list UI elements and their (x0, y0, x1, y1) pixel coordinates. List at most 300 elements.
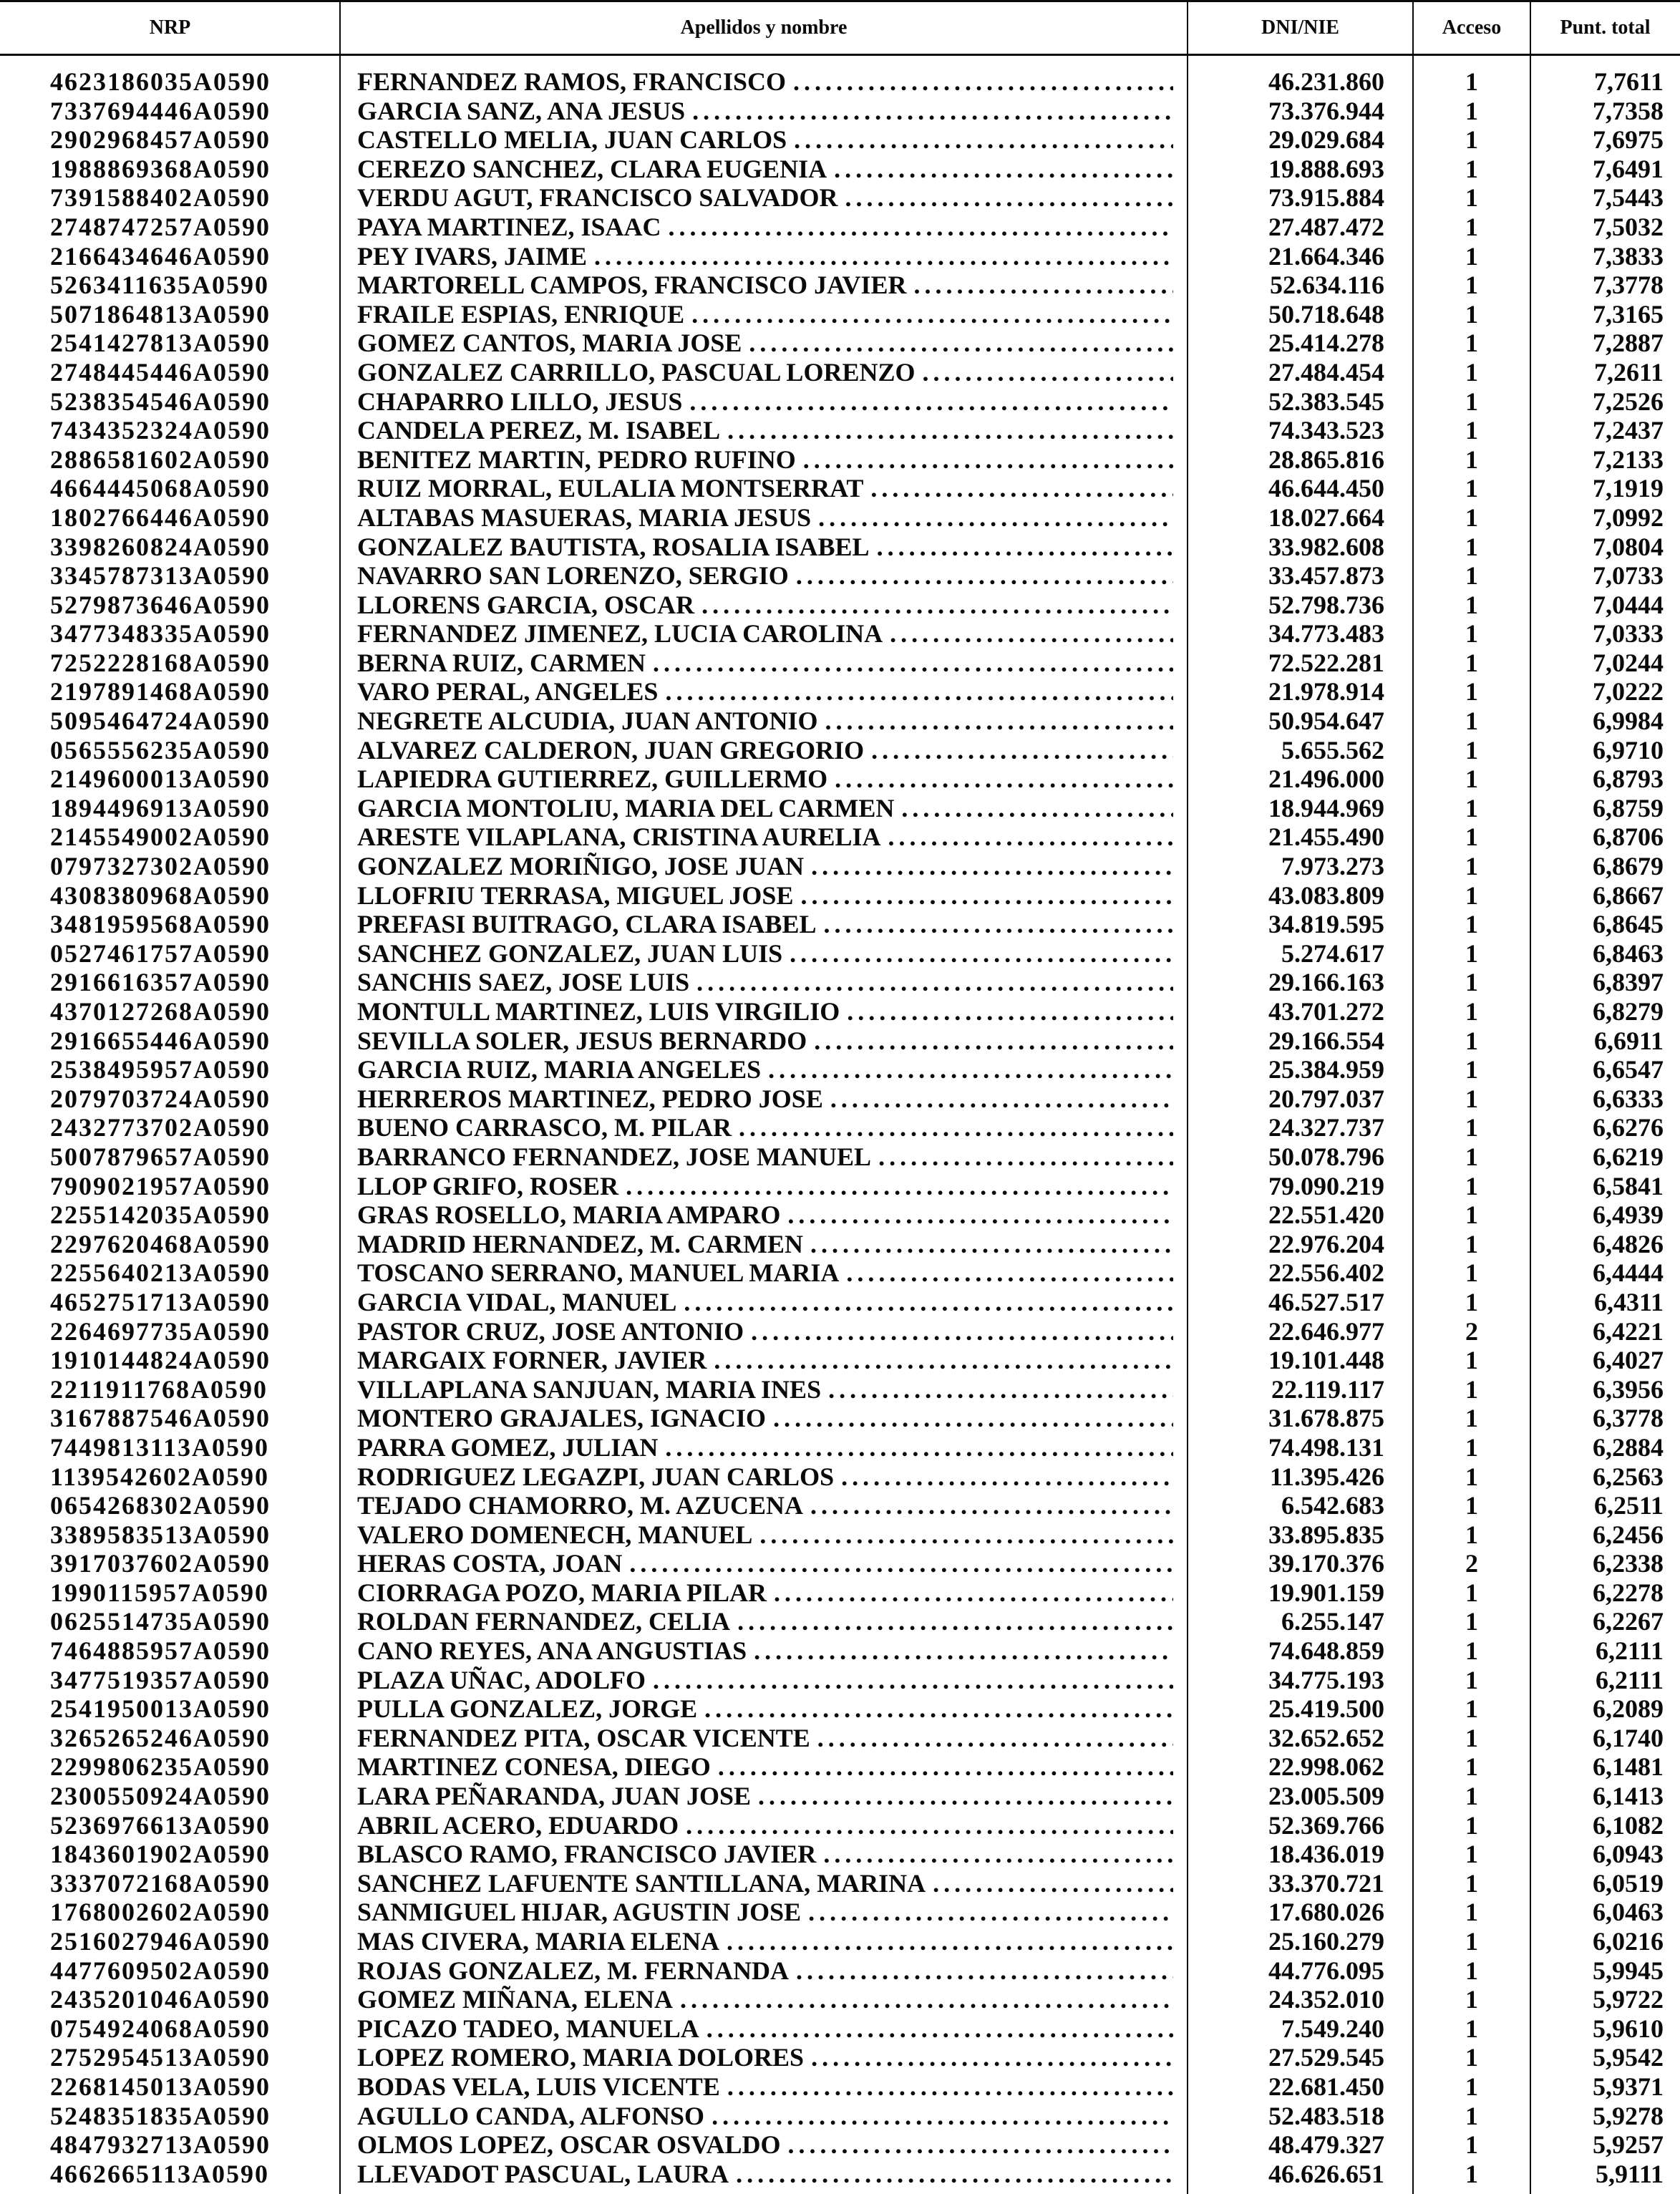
candidate-name: NAVARRO SAN LORENZO, SERGIO (357, 561, 789, 591)
table-row (0, 271, 1680, 300)
acceso-cell: 1 (1465, 619, 1478, 649)
dot-leader (811, 852, 1173, 881)
dot-leader (751, 1317, 1173, 1346)
acceso-cell: 1 (1465, 1927, 1478, 1956)
table-row (0, 1724, 1680, 1753)
name-cell (340, 97, 1188, 126)
punt-cell: 7,0244 (1593, 648, 1664, 677)
punt-cell: 6,8667 (1593, 880, 1664, 910)
punt-cell: 7,2526 (1593, 387, 1664, 416)
dot-leader (665, 677, 1173, 707)
dni-cell: 27.484.454 (1268, 357, 1384, 387)
punt-cell: 7,2437 (1593, 416, 1664, 445)
acceso-cell: 1 (1465, 1491, 1478, 1520)
table-row (0, 1666, 1680, 1695)
table-row (0, 2130, 1680, 2160)
acceso-cell: 1 (1465, 125, 1478, 155)
table-row (0, 416, 1680, 445)
dni-cell: 27.529.545 (1268, 2043, 1384, 2072)
column-header-punt: Punt. total (1560, 16, 1651, 39)
dot-leader (870, 474, 1173, 503)
nrp-cell: 2300550924A0590 (50, 1782, 271, 1811)
punt-cell: 6,8279 (1593, 997, 1664, 1026)
column-divider (339, 2, 341, 2194)
acceso-cell: 1 (1465, 2072, 1478, 2101)
candidate-name: GOMEZ MIÑANA, ELENA (357, 1985, 674, 2014)
acceso-cell: 1 (1465, 910, 1478, 939)
name-cell (340, 1288, 1188, 1317)
dni-cell: 17.680.026 (1268, 1898, 1384, 1927)
column-header-name: Apellidos y nombre (680, 16, 848, 39)
table-body (0, 56, 1680, 2192)
name-cell (340, 1724, 1188, 1753)
punt-cell: 6,2511 (1593, 1491, 1664, 1520)
name-cell (340, 1956, 1188, 1986)
punt-cell: 6,0216 (1593, 1927, 1664, 1956)
name-cell (340, 300, 1188, 329)
nrp-cell: 2538495957A0590 (50, 1055, 271, 1084)
nrp-cell: 3477348335A0590 (50, 619, 271, 649)
candidate-name: ALTABAS MASUERAS, MARIA JESUS (357, 503, 812, 532)
acceso-cell: 1 (1465, 1432, 1478, 1462)
punt-cell: 6,3778 (1593, 1404, 1664, 1433)
nrp-cell: 2435201046A0590 (50, 1985, 271, 2014)
dni-cell: 22.556.402 (1268, 1258, 1384, 1288)
dot-leader (653, 1666, 1173, 1695)
candidate-name: MONTERO GRAJALES, IGNACIO (357, 1404, 767, 1433)
dot-leader (803, 445, 1173, 475)
name-cell (340, 1142, 1188, 1172)
table-header (0, 2, 1680, 56)
acceso-cell: 1 (1465, 532, 1478, 561)
name-cell (340, 1055, 1188, 1084)
nrp-cell: 2255142035A0590 (50, 1200, 271, 1230)
name-cell (340, 561, 1188, 591)
punt-cell: 5,9610 (1593, 2014, 1664, 2043)
nrp-cell: 4847932713A0590 (50, 2130, 271, 2160)
name-cell (340, 881, 1188, 911)
acceso-cell: 1 (1465, 1346, 1478, 1375)
name-cell (340, 329, 1188, 358)
punt-cell: 6,4311 (1593, 1287, 1664, 1316)
candidate-name: LLEVADOT PASCUAL, LAURA (357, 2159, 729, 2188)
punt-cell: 6,8706 (1593, 822, 1664, 852)
candidate-name: MARGAIX FORNER, JAVIER (357, 1346, 707, 1375)
table-row (0, 387, 1680, 417)
punt-cell: 5,9722 (1593, 1985, 1664, 2014)
candidate-name: BERNA RUIZ, CARMEN (357, 648, 646, 677)
dni-cell: 33.370.721 (1268, 1868, 1384, 1898)
candidate-name: MAS CIVERA, MARIA ELENA (357, 1927, 720, 1956)
dot-leader (626, 1172, 1173, 1201)
dot-leader (768, 1055, 1173, 1084)
candidate-name: PARRA GOMEZ, JULIAN (357, 1432, 659, 1462)
dot-leader (811, 2043, 1173, 2072)
nrp-cell: 2541950013A0590 (50, 1694, 271, 1724)
dni-cell: 73.915.884 (1268, 183, 1384, 213)
nrp-cell: 7464885957A0590 (50, 1636, 271, 1666)
acceso-cell: 1 (1465, 2014, 1478, 2043)
dni-cell: 22.646.977 (1268, 1316, 1384, 1346)
table-row (0, 2014, 1680, 2044)
nrp-cell: 1894496913A0590 (50, 793, 271, 822)
nrp-cell: 2297620468A0590 (50, 1229, 271, 1258)
candidate-name: TEJADO CHAMORRO, M. AZUCENA (357, 1491, 804, 1520)
dni-cell: 27.487.472 (1268, 212, 1384, 241)
dni-cell: 21.664.346 (1268, 241, 1384, 271)
nrp-cell: 2541427813A0590 (50, 329, 271, 358)
dot-leader (922, 358, 1173, 387)
acceso-cell: 1 (1465, 1840, 1478, 1869)
dot-leader (689, 387, 1173, 417)
dot-leader (834, 155, 1173, 184)
candidate-name: CHAPARRO LILLO, JESUS (357, 387, 683, 416)
dot-leader (684, 1288, 1173, 1317)
acceso-cell: 1 (1465, 1258, 1478, 1288)
name-cell (340, 1578, 1188, 1608)
candidate-name: HERREROS MARTINEZ, PEDRO JOSE (357, 1084, 823, 1113)
acceso-cell: 1 (1465, 1084, 1478, 1113)
dot-leader (796, 1956, 1173, 1986)
dni-cell: 52.634.116 (1269, 271, 1384, 300)
name-cell (340, 1375, 1188, 1404)
acceso-cell: 1 (1465, 299, 1478, 329)
table-row (0, 707, 1680, 736)
table-row (0, 649, 1680, 678)
punt-cell: 5,9111 (1595, 2159, 1664, 2188)
dni-cell: 22.551.420 (1268, 1200, 1384, 1230)
dni-cell: 6.255.147 (1281, 1607, 1384, 1636)
acceso-cell: 1 (1465, 677, 1478, 707)
punt-cell: 6,8397 (1593, 968, 1664, 997)
nrp-cell: 2149600013A0590 (50, 764, 271, 794)
candidate-name: TOSCANO SERRANO, MANUEL MARIA (357, 1258, 840, 1288)
acceso-cell: 1 (1465, 1374, 1478, 1404)
dni-cell: 74.343.523 (1268, 416, 1384, 445)
dni-cell: 52.383.545 (1268, 387, 1384, 416)
dot-leader (704, 1694, 1173, 1724)
dni-cell: 24.352.010 (1268, 1985, 1384, 2014)
dot-leader (790, 939, 1173, 969)
punt-cell: 6,2456 (1593, 1520, 1664, 1549)
table-row (0, 1520, 1680, 1550)
name-cell (340, 2014, 1188, 2044)
table-row (0, 1200, 1680, 1230)
dni-cell: 23.005.509 (1268, 1782, 1384, 1811)
dni-cell: 73.376.944 (1268, 96, 1384, 125)
punt-cell: 6,9984 (1593, 707, 1664, 736)
nrp-cell: 1990115957A0590 (50, 1578, 270, 1607)
nrp-cell: 5263411635A0590 (50, 271, 270, 300)
nrp-cell: 2916616357A0590 (50, 968, 271, 997)
nrp-cell: 1139542602A0590 (50, 1462, 270, 1491)
dni-cell: 46.527.517 (1268, 1287, 1384, 1316)
candidate-name: MONTULL MARTINEZ, LUIS VIRGILIO (357, 997, 840, 1026)
nrp-cell: 4664445068A0590 (50, 474, 271, 503)
dot-leader (754, 1636, 1173, 1666)
dot-leader (845, 183, 1173, 213)
table-row (0, 329, 1680, 358)
nrp-cell: 1910144824A0590 (50, 1346, 271, 1375)
dot-leader (878, 1142, 1173, 1172)
nrp-cell: 4477609502A0590 (50, 1956, 271, 1985)
dni-cell: 52.369.766 (1268, 1810, 1384, 1840)
dot-leader (665, 1433, 1173, 1462)
table-row (0, 1869, 1680, 1898)
name-cell (340, 2160, 1188, 2189)
dni-cell: 6.542.683 (1281, 1491, 1384, 1520)
punt-cell: 7,5443 (1593, 183, 1664, 213)
table-row (0, 968, 1680, 997)
dni-cell: 33.895.835 (1268, 1520, 1384, 1549)
name-cell (340, 1346, 1188, 1375)
candidate-name: ALVAREZ CALDERON, JUAN GREGORIO (357, 735, 865, 764)
dni-cell: 22.681.450 (1268, 2072, 1384, 2101)
acceso-cell: 1 (1465, 1026, 1478, 1055)
column-divider (1412, 2, 1414, 2194)
name-cell (340, 1549, 1188, 1578)
nrp-cell: 7434352324A0590 (50, 416, 271, 445)
dot-leader (787, 2130, 1173, 2160)
dni-cell: 72.522.281 (1268, 648, 1384, 677)
acceso-cell: 1 (1465, 1055, 1478, 1084)
dni-cell: 5.274.617 (1281, 938, 1384, 968)
punt-cell: 6,1481 (1593, 1752, 1664, 1782)
table-row (0, 1956, 1680, 1986)
name-cell (340, 1491, 1188, 1520)
candidate-name: BARRANCO FERNANDEZ, JOSE MANUEL (357, 1142, 872, 1171)
candidate-name: VERDU AGUT, FRANCISCO SALVADOR (357, 183, 838, 213)
name-cell (340, 1026, 1188, 1056)
candidate-name: AGULLO CANDA, ALFONSO (357, 2101, 705, 2130)
candidate-name: FERNANDEZ JIMENEZ, LUCIA CAROLINA (357, 619, 883, 649)
name-cell (340, 1811, 1188, 1840)
nrp-cell: 7909021957A0590 (50, 1171, 271, 1200)
name-cell (340, 822, 1188, 852)
acceso-cell: 1 (1465, 445, 1478, 474)
punt-cell: 7,5032 (1593, 212, 1664, 241)
table-row (0, 183, 1680, 213)
name-cell (340, 1520, 1188, 1550)
name-cell (340, 997, 1188, 1026)
acceso-cell: 1 (1465, 1462, 1478, 1491)
dni-cell: 34.773.483 (1268, 619, 1384, 649)
table-row (0, 1752, 1680, 1782)
candidate-name: PREFASI BUITRAGO, CLARA ISABEL (357, 910, 817, 939)
nrp-cell: 3265265246A0590 (50, 1723, 271, 1752)
dot-leader (787, 1200, 1173, 1230)
nrp-cell: 2516027946A0590 (50, 1927, 271, 1956)
table-row (0, 1491, 1680, 1520)
punt-cell: 6,0519 (1593, 1868, 1664, 1898)
dni-cell: 79.090.219 (1268, 1171, 1384, 1200)
name-cell (340, 736, 1188, 765)
nrp-cell: 0754924068A0590 (50, 2014, 271, 2043)
candidate-name: BENITEZ MARTIN, PEDRO RUFINO (357, 445, 796, 474)
dni-cell: 33.457.873 (1268, 561, 1384, 591)
name-cell (340, 1636, 1188, 1666)
punt-cell: 6,6547 (1593, 1055, 1664, 1084)
dot-leader (796, 561, 1173, 591)
candidate-name: FERNANDEZ PITA, OSCAR VICENTE (357, 1723, 810, 1752)
dot-leader (830, 1084, 1173, 1114)
acceso-cell: 1 (1465, 1171, 1478, 1200)
table-row (0, 1375, 1680, 1404)
name-cell (340, 358, 1188, 387)
acceso-cell: 1 (1465, 1200, 1478, 1230)
table-row (0, 852, 1680, 881)
dni-cell: 46.626.651 (1268, 2159, 1384, 2188)
dni-cell: 21.455.490 (1268, 822, 1384, 852)
name-cell (340, 1433, 1188, 1462)
acceso-cell: 1 (1465, 822, 1478, 852)
name-cell (340, 649, 1188, 678)
table-row (0, 358, 1680, 387)
nrp-cell: 5236976613A0590 (50, 1810, 271, 1840)
nrp-cell: 2916655446A0590 (50, 1026, 271, 1055)
candidate-name: CANO REYES, ANA ANGUSTIAS (357, 1636, 747, 1666)
table-row (0, 1433, 1680, 1462)
nrp-cell: 5238354546A0590 (50, 387, 271, 416)
table-row (0, 1462, 1680, 1492)
name-cell (340, 533, 1188, 562)
dot-leader (774, 1578, 1173, 1608)
dni-cell: 22.976.204 (1268, 1229, 1384, 1258)
dni-cell: 74.498.131 (1268, 1432, 1384, 1462)
table-row (0, 1084, 1680, 1114)
punt-cell: 6,5841 (1593, 1171, 1664, 1200)
name-cell (340, 2043, 1188, 2072)
table-row (0, 213, 1680, 242)
punt-cell: 7,3165 (1593, 299, 1664, 329)
nrp-cell: 2197891468A0590 (50, 677, 271, 707)
acceso-cell: 1 (1465, 96, 1478, 125)
name-cell (340, 1927, 1188, 1956)
punt-cell: 6,6911 (1593, 1026, 1664, 1055)
dot-leader (835, 764, 1173, 794)
dni-cell: 50.718.648 (1268, 299, 1384, 329)
punt-cell: 6,2111 (1595, 1665, 1664, 1694)
candidate-name: OLMOS LOPEZ, OSCAR OSVALDO (357, 2130, 781, 2160)
table-row (0, 1346, 1680, 1375)
acceso-cell: 1 (1465, 2130, 1478, 2160)
dot-leader (933, 1869, 1173, 1898)
acceso-cell: 1 (1465, 387, 1478, 416)
table-row (0, 1230, 1680, 1259)
nrp-cell: 5095464724A0590 (50, 707, 271, 736)
dot-leader (691, 300, 1173, 329)
dot-leader (718, 1752, 1173, 1782)
candidate-name: PULLA GONZALEZ, JORGE (357, 1694, 698, 1724)
candidate-name: ROLDAN FERNANDEZ, CELIA (357, 1607, 731, 1636)
candidate-name: GONZALEZ CARRILLO, PASCUAL LORENZO (357, 357, 916, 387)
nrp-cell: 3167887546A0590 (50, 1404, 271, 1433)
nrp-cell: 7252228168A0590 (50, 648, 271, 677)
dot-leader (794, 125, 1173, 155)
dni-cell: 29.166.554 (1268, 1026, 1384, 1055)
name-cell (340, 1607, 1188, 1636)
nrp-cell: 2145549002A0590 (50, 822, 271, 852)
name-cell (340, 503, 1188, 533)
name-cell (340, 242, 1188, 271)
dot-leader (914, 271, 1174, 300)
acceso-cell: 1 (1465, 271, 1478, 300)
acceso-cell: 2 (1465, 1316, 1478, 1346)
nrp-cell: 7391588402A0590 (50, 183, 271, 213)
table-row (0, 445, 1680, 475)
dot-leader (739, 1113, 1173, 1142)
candidate-name: RUIZ MORRAL, EULALIA MONTSERRAT (357, 474, 864, 503)
candidate-name: LLORENS GARCIA, OSCAR (357, 590, 695, 619)
punt-cell: 7,0222 (1593, 677, 1664, 707)
candidate-name: PLAZA UÑAC, ADOLFO (357, 1665, 646, 1694)
name-cell (340, 1782, 1188, 1811)
punt-cell: 7,2611 (1593, 357, 1664, 387)
dni-cell: 31.678.875 (1268, 1404, 1384, 1433)
nrp-cell: 2079703724A0590 (50, 1084, 271, 1113)
dot-leader (749, 329, 1173, 358)
name-cell (340, 2072, 1188, 2102)
acceso-cell: 1 (1465, 1636, 1478, 1666)
candidate-name: ROJAS GONZALEZ, M. FERNANDA (357, 1956, 790, 1985)
acceso-cell: 1 (1465, 1956, 1478, 1985)
dot-leader (594, 242, 1173, 271)
acceso-cell: 1 (1465, 1665, 1478, 1694)
nrp-cell: 3398260824A0590 (50, 532, 271, 561)
name-cell (340, 1985, 1188, 2014)
name-cell (340, 2102, 1188, 2131)
punt-cell: 7,0333 (1593, 619, 1664, 649)
table-row (0, 561, 1680, 591)
punt-cell: 6,8645 (1593, 910, 1664, 939)
punt-cell: 6,0943 (1593, 1840, 1664, 1869)
dni-cell: 39.170.376 (1268, 1549, 1384, 1578)
punt-cell: 6,0463 (1593, 1898, 1664, 1927)
candidate-name: RODRIGUEZ LEGAZPI, JUAN CARLOS (357, 1462, 835, 1491)
punt-cell: 6,2267 (1593, 1607, 1664, 1636)
column-header-acceso: Acceso (1442, 16, 1502, 39)
dni-cell: 22.119.117 (1271, 1374, 1384, 1404)
nrp-cell: 3917037602A0590 (50, 1549, 271, 1578)
acceso-cell: 1 (1465, 1868, 1478, 1898)
dot-leader (841, 1462, 1173, 1492)
punt-cell: 7,7611 (1593, 67, 1664, 96)
nrp-cell: 2264697735A0590 (50, 1316, 271, 1346)
nrp-cell: 3337072168A0590 (50, 1868, 271, 1898)
name-cell (340, 707, 1188, 736)
column-header-nrp: NRP (149, 16, 191, 39)
nrp-cell: 2268145013A0590 (50, 2072, 271, 2101)
dot-leader (823, 910, 1173, 939)
dni-cell: 21.496.000 (1268, 764, 1384, 794)
acceso-cell: 1 (1465, 2043, 1478, 2072)
punt-cell: 7,6491 (1593, 154, 1664, 183)
name-cell (340, 1200, 1188, 1230)
dot-leader (686, 1811, 1173, 1840)
table-row (0, 1404, 1680, 1433)
nrp-cell: 2166434646A0590 (50, 241, 271, 271)
acceso-cell: 1 (1465, 416, 1478, 445)
candidate-name: FRAILE ESPIAS, ENRIQUE (357, 299, 685, 329)
candidate-name: LLOFRIU TERRASA, MIGUEL JOSE (357, 880, 794, 910)
acceso-cell: 1 (1465, 1404, 1478, 1433)
punt-cell: 5,9945 (1593, 1956, 1664, 1985)
table-row (0, 67, 1680, 97)
name-cell (340, 213, 1188, 242)
nrp-cell: 2748445446A0590 (50, 357, 271, 387)
dni-cell: 50.078.796 (1268, 1142, 1384, 1171)
candidate-name: SANCHEZ GONZALEZ, JUAN LUIS (357, 938, 783, 968)
